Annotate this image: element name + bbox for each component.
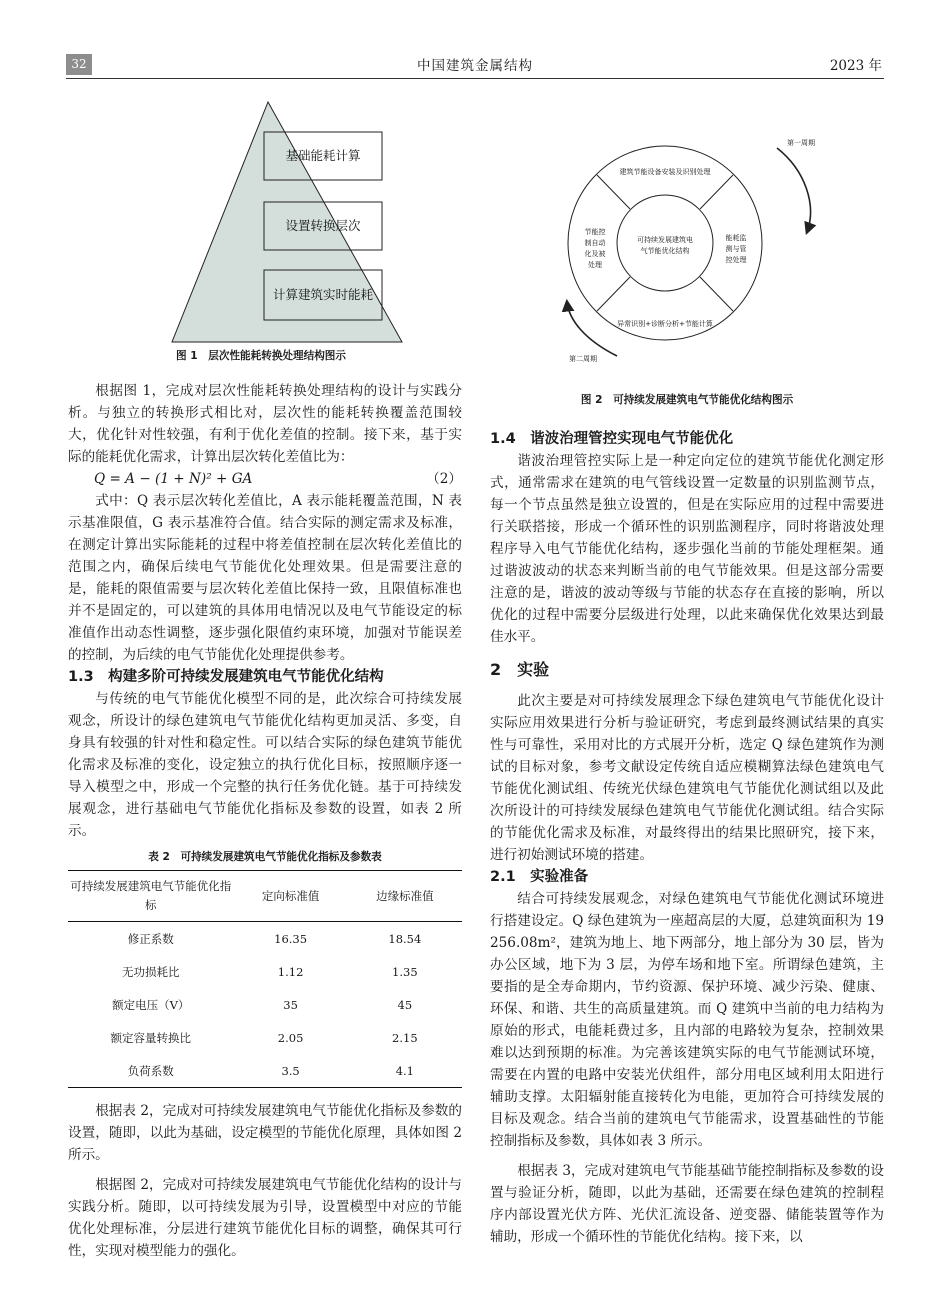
table-cell: 35 <box>283 997 298 1012</box>
table-cell: 3.5 <box>281 1063 300 1078</box>
fig2-left-line-4: 处理 <box>588 261 602 269</box>
section-1-4-heading: 1.4 谐波治理管控实现电气节能优化 <box>490 431 734 447</box>
right-paragraph-3: 结合可持续发展观念，对绿色建筑电气节能优化测试环境进行搭建设定。Q 绿色建筑为一座超高层的大厦，总建筑面积为 19 256.08m²，建筑为地上、地下两部分，地上部分为 30 层，皆为办公区域，地下为 3 层，为停车场和地下室。所谓绿色建筑，主要指的是全寿命期内，节约资源、保护环境、减少污染、健康、环保、和谐、共生的高质量建筑。而 Q 建筑中当前的电力结构为原始的形式，电能耗费过多，且内部的电路较为复杂，控制效果难以达到预期的标准。为完善该建筑实际的电气节能测试环境，需要在内置的电路中安装光伏组件，部分用电区域利用太阳进行辅助支撑。太阳辐射能直接转化为电能，更加符合可持续发展的目标及观念。结合当前的建筑电气节能需求，设置基础性的节能控制指标及参数，具体如表 3 所示。 <box>490 891 884 1149</box>
table-cell: 2.05 <box>277 1030 304 1045</box>
cycle-1-arrow <box>777 148 810 232</box>
equation-2 <box>68 468 462 490</box>
table-cell: 2.15 <box>392 1030 418 1045</box>
fig2-left-line-3: 化及被 <box>584 250 606 258</box>
left-paragraph-5: 根据图 2，完成对可持续发展建筑电气节能优化结构的设计与实践分析。随即，以可持续发展为引导，设置模型中对应的节能优化处理标准，分层进行建筑节能优化目标的调整，确保其可行性，实现对模型能力的强化。 <box>68 1177 462 1259</box>
equation-number: （2） <box>426 471 462 487</box>
section-2-heading: 2 实验 <box>490 660 550 679</box>
right-paragraph-4: 根据表 3，完成对建筑电气节能基础节能控制指标及参数的设置与验证分析，随即，以此为基础，还需要在绿色建筑的控制程序内部设置光伏方阵、光伏汇流设备、逆变器、储能装置等作为辅助，形成一个循环性的节能优化结构。接下来，以 <box>490 1163 884 1245</box>
right-paragraph-1: 谐波治理管控实际上是一种定向定位的建筑节能优化测定形式，通常需求在建筑的电气管线设置一定数量的识别监测节点，每一个节点虽然是独立设置的，但是在实际应用的过程中需要进行关联搭接，形成一个循环性的识别监测程序，同时将谐波处理程序导入电气节能优化结构，逐步强化当前的节能处理框架。通过谐波波动的状态来判断当前的电气节能效果。但是这部分需要注意的是，谐波的波动等级与节能的状态存在直接的影响，所以优化的过程中需要分层级进行处理，以此来确保优化效果达到最佳水平。 <box>490 453 884 645</box>
figure-2-cycle-diagram <box>555 130 855 368</box>
equation-text: Q = A − (1 + N)² + GA <box>94 471 253 487</box>
table-row <box>68 1054 462 1088</box>
left-paragraph-2: 式中：Q 表示层次转化差值比，A 表示能耗覆盖范围，N 表示基准限值，G 表示基准符合值。结合实际的测定需求及标准，在测定计算出实际能耗的过程中将差值控制在层次转化差值比的范围之内，确保后续电气节能优化处理效果。但是需要注意的是，能耗的限值需要与层次转化差值比保持一致，且限值标准也并不是固定的，可以建筑的具体用电情况以及电气节能设定的标准值作出动态性调整，逐步强化限值约束环境，加强对节能误差的控制，为后续的电气节能优化处理提供参考。 <box>68 493 462 663</box>
table-cell: 无功损耗比 <box>121 964 180 979</box>
table-header-directional: 定向标准值 <box>261 888 320 903</box>
table-header-row <box>68 871 462 922</box>
table-cell: 修正系数 <box>127 931 174 946</box>
table-cell: 额定容量转换比 <box>110 1030 191 1045</box>
fig1-box-1-label: 基础能耗计算 <box>285 148 361 163</box>
right-column <box>490 428 884 1248</box>
header-rule <box>66 78 884 79</box>
section-2-1-heading: 2.1 实验准备 <box>490 869 589 885</box>
figure-1-pyramid <box>168 98 413 348</box>
fig2-cycle-2-label: 第二周期 <box>569 355 597 363</box>
table-cell: 额定电压（V） <box>112 997 190 1012</box>
fig2-center-line-2: 气节能优化结构 <box>640 247 690 255</box>
journal-title: 中国建筑金属结构 <box>417 58 533 74</box>
section-1-3-heading: 1.3 构建多阶可持续发展建筑电气节能优化结构 <box>68 669 384 685</box>
fig2-right-line-2: 测与管 <box>725 245 747 253</box>
fig1-box-3-label: 计算建筑实时能耗 <box>272 287 374 302</box>
fig2-top-label: 建筑节能设备安装及识别处理 <box>619 168 711 176</box>
table-cell: 18.54 <box>388 931 422 946</box>
right-paragraph-2: 此次主要是对可持续发展理念下绿色建筑电气节能优化设计实际应用效果进行分析与验证研究，考虑到最终测试结果的真实性与可靠性，采用对比的方式展开分析，选定 Q 绿色建筑作为测试的目标对象，参考文献设定传统自适应模糊算法绿色建筑电气节能优化测试组、传统光伏绿色建筑电气节能优化测试组以及此次所设计的可持续发展绿色建筑电气节能优化测试组。结合实际的节能优化需求及标准，对最终得出的结果比照研究，接下来，进行初始测试环境的搭建。 <box>490 693 884 863</box>
fig2-left-line-2: 制自动 <box>584 239 606 247</box>
table-2 <box>68 870 462 1088</box>
fig2-cycle-1-label: 第一周期 <box>787 139 815 147</box>
table-row <box>68 1021 462 1054</box>
table-header-edge: 边缘标准值 <box>376 888 434 903</box>
fig1-box-2-label: 设置转换层次 <box>285 218 361 233</box>
fig2-right-line-3: 控处理 <box>725 256 747 264</box>
fig2-right-line-1: 能耗监 <box>725 234 747 242</box>
table-header-indicator: 可持续发展建筑电气节能优化指标 <box>70 879 232 912</box>
table-row <box>68 922 462 956</box>
fig2-center-line-1: 可持续发展建筑电 <box>637 236 693 244</box>
table-cell: 4.1 <box>395 1063 414 1078</box>
issue-year: 2023 年 <box>829 58 882 74</box>
table-cell: 1.12 <box>277 964 304 979</box>
left-paragraph-3: 与传统的电气节能优化模型不同的是，此次综合可持续发展观念，所设计的绿色建筑电气节能优化结构更加灵活、多变，自身具有较强的针对性和稳定性。可以结合实际的绿色建筑节能优化需求及标准的变化，设定独立的执行优化目标，按照顺序逐一导入模型之中，形成一个完整的执行任务优化链。基于可持续发展观念，进行基础电气节能优化指标及参数的设置，如表 2 所示。 <box>68 691 462 839</box>
left-paragraph-1: 根据图 1，完成对层次性能耗转换处理结构的设计与实践分析。与独立的转换形式相比对，层次性的能耗转换覆盖范围较大，优化针对性较强，有利于优化差值的控制。接下来，基于实际的能耗优化需求，计算出层次转化差值比为： <box>68 383 462 465</box>
figure-1-caption: 图 1 层次性能耗转换处理结构图示 <box>176 350 346 362</box>
table-row <box>68 988 462 1021</box>
table-cell: 16.35 <box>274 931 308 946</box>
figure-2-caption: 图 2 可持续发展建筑电气节能优化结构图示 <box>580 394 794 406</box>
table-cell: 负荷系数 <box>127 1063 174 1078</box>
table-cell: 1.35 <box>392 964 418 979</box>
fig2-bottom-label: 异常识别+诊断分析+节能计算 <box>617 320 713 328</box>
left-paragraph-4: 根据表 2，完成对可持续发展建筑电气节能优化指标及参数的设置，随即，以此为基础，设定模型的节能优化原理，具体如图 2 所示。 <box>68 1103 462 1163</box>
left-column <box>68 380 462 1262</box>
page-number: 32 <box>66 54 92 75</box>
fig2-left-line-1: 节能控 <box>584 228 606 236</box>
table-row <box>68 955 462 988</box>
table-cell: 45 <box>397 997 413 1012</box>
table-2-caption: 表 2 可持续发展建筑电气节能优化指标及参数表 <box>148 851 382 863</box>
